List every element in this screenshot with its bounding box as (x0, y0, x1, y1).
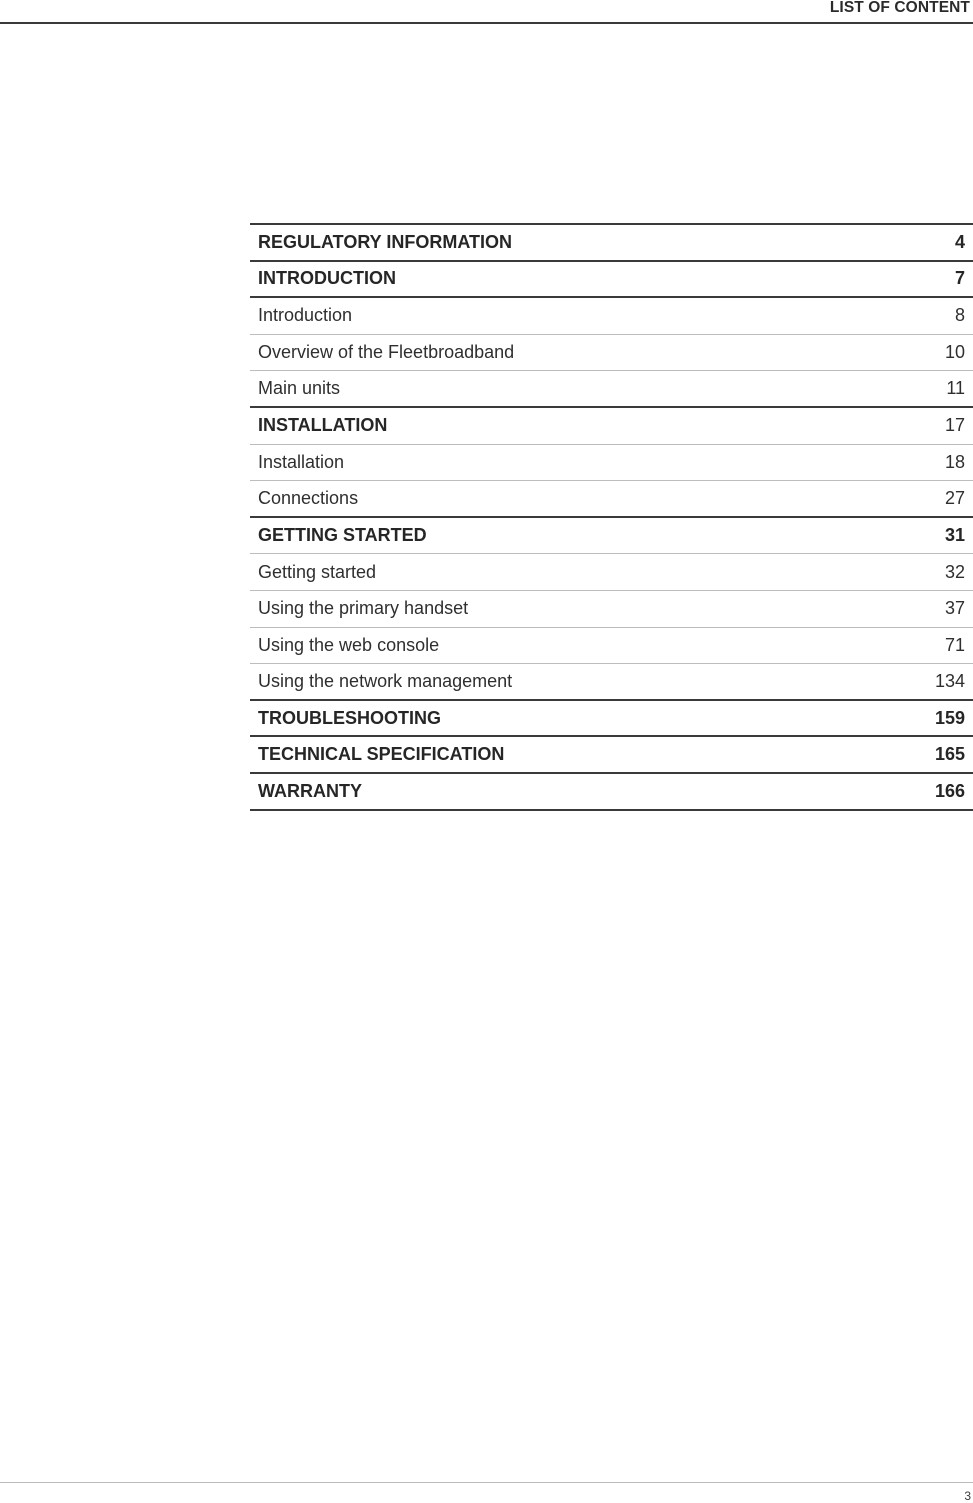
toc-entry-page: 32 (944, 561, 965, 582)
toc-entry-network-management[interactable] (250, 664, 973, 701)
toc-entry-technical-specification[interactable] (250, 737, 973, 774)
toc-entry-page: 31 (944, 525, 965, 546)
toc-entry-page: 71 (944, 634, 965, 655)
toc-entry-label: Installation (258, 451, 345, 472)
toc-entry-web-console[interactable] (250, 628, 973, 665)
toc-entry-page: 159 (934, 707, 965, 728)
table-of-contents (250, 223, 973, 811)
toc-entry-label: Using the primary handset (258, 598, 469, 619)
toc-entry-page: 165 (934, 744, 965, 765)
toc-entry-page: 166 (934, 780, 965, 801)
toc-entry-label: Using the web console (258, 634, 440, 655)
toc-entry-installation[interactable] (250, 445, 973, 482)
toc-entry-label: Main units (258, 378, 341, 399)
toc-entry-page: 37 (944, 598, 965, 619)
toc-entry-label: GETTING STARTED (258, 525, 427, 546)
toc-entry-introduction-section[interactable] (250, 262, 973, 299)
toc-entry-page: 134 (934, 670, 965, 691)
page-footer (0, 1482, 973, 1503)
toc-entry-overview[interactable] (250, 335, 973, 372)
page-number: 3 (964, 1489, 971, 1503)
toc-entry-label: Getting started (258, 561, 377, 582)
toc-entry-label: TROUBLESHOOTING (258, 707, 441, 728)
toc-entry-connections[interactable] (250, 481, 973, 518)
toc-entry-warranty[interactable] (250, 774, 973, 811)
toc-entry-regulatory-information[interactable] (250, 225, 973, 262)
toc-entry-introduction[interactable] (250, 298, 973, 335)
page-title: LIST OF CONTENT (829, 0, 970, 16)
toc-entry-label: REGULATORY INFORMATION (258, 231, 512, 252)
toc-entry-troubleshooting[interactable] (250, 701, 973, 738)
toc-entry-label: INTRODUCTION (258, 268, 396, 289)
toc-entry-page: 11 (946, 378, 965, 399)
toc-entry-page: 27 (944, 487, 965, 508)
toc-entry-page: 8 (954, 305, 965, 326)
toc-entry-page: 10 (944, 342, 965, 363)
toc-entry-page: 7 (954, 268, 965, 289)
toc-entry-page: 18 (944, 451, 965, 472)
toc-entry-label: TECHNICAL SPECIFICATION (258, 744, 505, 765)
toc-entry-page: 4 (954, 231, 965, 252)
toc-entry-label: INSTALLATION (258, 415, 388, 436)
toc-entry-getting-started-section[interactable] (250, 518, 973, 555)
toc-entry-label: Overview of the Fleetbroadband (258, 342, 515, 363)
toc-entry-getting-started[interactable] (250, 554, 973, 591)
toc-entry-primary-handset[interactable] (250, 591, 973, 628)
page-header (0, 0, 973, 24)
toc-entry-label: Connections (258, 487, 359, 508)
toc-entry-main-units[interactable] (250, 371, 973, 408)
toc-entry-label: Using the network management (258, 670, 513, 691)
toc-entry-label: Introduction (258, 305, 353, 326)
toc-entry-installation-section[interactable] (250, 408, 973, 445)
toc-entry-label: WARRANTY (258, 780, 362, 801)
toc-entry-page: 17 (944, 415, 965, 436)
